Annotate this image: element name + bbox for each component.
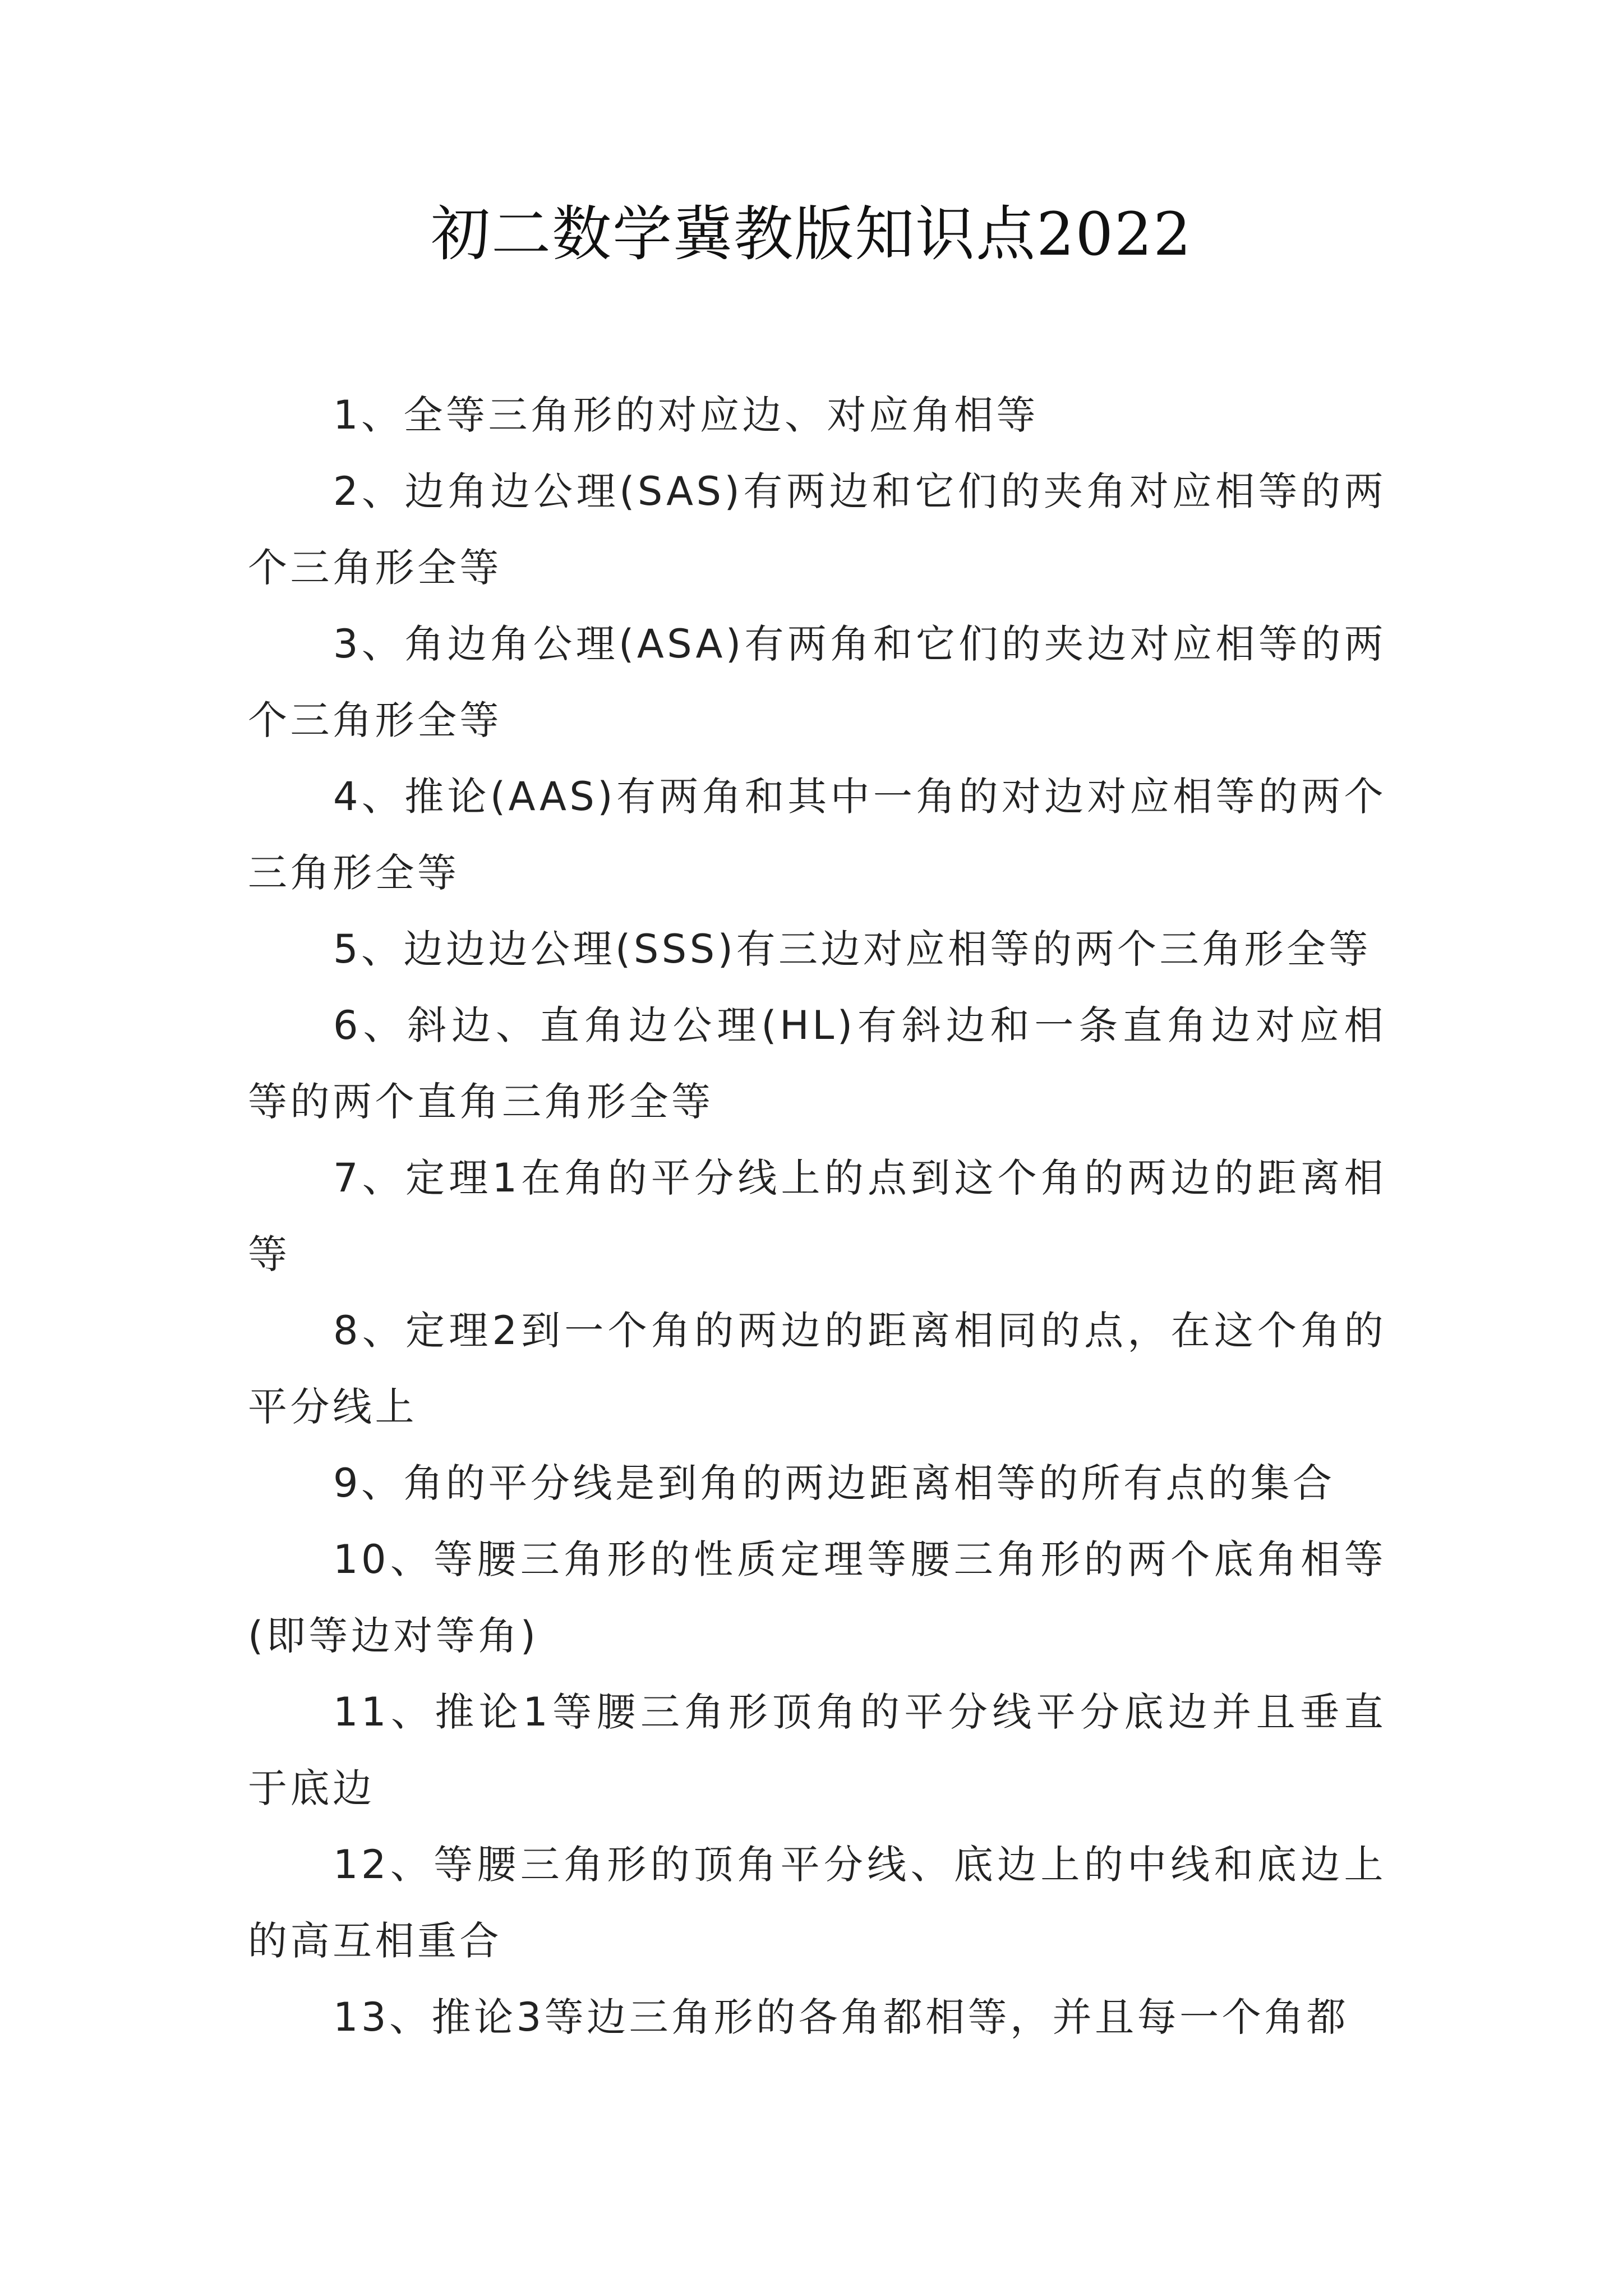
knowledge-point-2: 2、边角边公理(SAS)有两边和它们的夹角对应相等的两个三角形全等: [248, 468, 1386, 591]
knowledge-point-4: 4、推论(AAS)有两角和其中一角的对边对应相等的两个三角形全等: [248, 774, 1386, 896]
knowledge-point-8: 8、定理2到一个角的两边的距离相同的点，在这个角的平分线上: [248, 1308, 1386, 1430]
knowledge-point-5: 5、边边边公理(SSS)有三边对应相等的两个三角形全等: [333, 926, 1371, 972]
knowledge-point-3: 3、角边角公理(ASA)有两角和它们的夹边对应相等的两个三角形全等: [248, 621, 1386, 743]
document-title: 初二数学冀教版知识点2022: [431, 200, 1192, 269]
knowledge-point-7: 7、定理1在角的平分线上的点到这个角的两边的距离相等: [248, 1155, 1386, 1277]
knowledge-point-11: 11、推论1等腰三角形顶角的平分线平分底边并且垂直于底边: [248, 1689, 1386, 1811]
document-body: [248, 377, 1386, 2055]
knowledge-point-6: 6、斜边、直角边公理(HL)有斜边和一条直角边对应相等的两个直角三角形全等: [248, 1002, 1386, 1125]
knowledge-point-10: 10、等腰三角形的性质定理等腰三角形的两个底角相等(即等边对等角): [248, 1536, 1386, 1659]
knowledge-point-13: 13、推论3等边三角形的各角都相等，并且每一个角都: [333, 1994, 1349, 2040]
knowledge-point-9: 9、角的平分线是到角的两边距离相等的所有点的集合: [333, 1460, 1335, 1506]
knowledge-point-12: 12、等腰三角形的顶角平分线、底边上的中线和底边上的高互相重合: [248, 1842, 1386, 1964]
knowledge-point-1: 1、全等三角形的对应边、对应角相等: [333, 392, 1039, 438]
